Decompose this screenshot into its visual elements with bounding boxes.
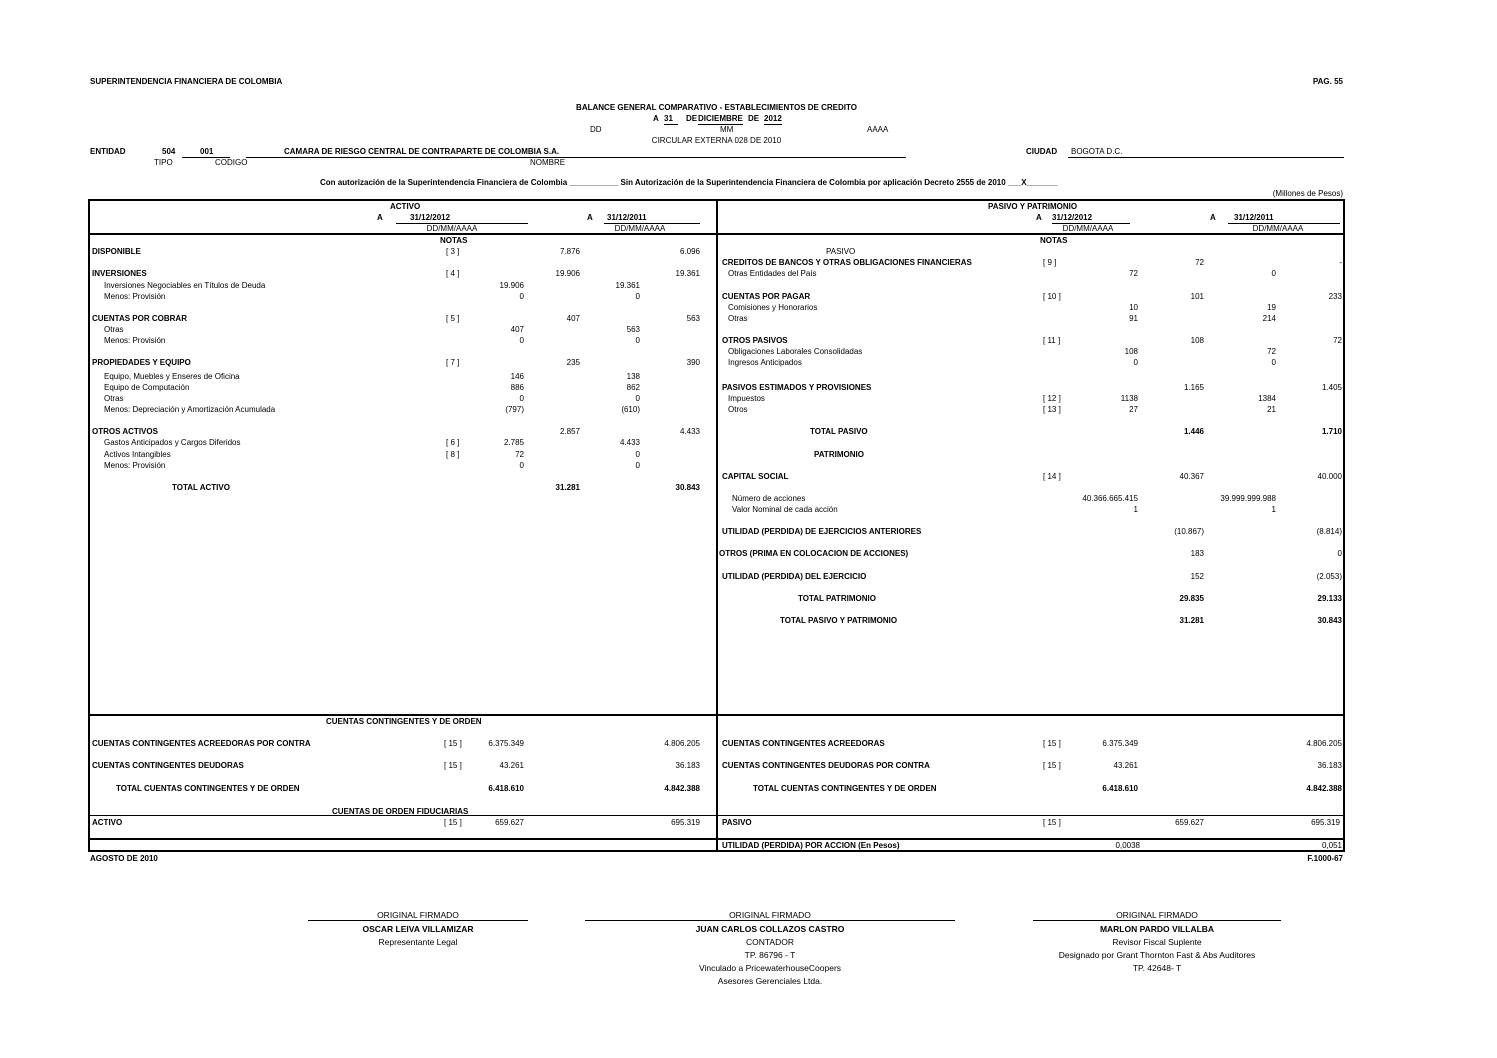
cont-right-label: CUENTAS CONTINGENTES ACREEDORAS bbox=[722, 739, 885, 748]
date-prefix: A bbox=[653, 114, 659, 123]
cont-right-v2: 36.183 bbox=[1317, 761, 1342, 770]
pasivo-row-total1: 72 bbox=[1195, 258, 1204, 267]
activo-row-label: Equipo, Muebles y Enseres de Oficina bbox=[104, 372, 240, 381]
cont-left-v1: 43.261 bbox=[499, 761, 524, 770]
signature-line: Vinculado a PricewaterhouseCoopers bbox=[698, 963, 842, 973]
pasivo-row-col2: 0 bbox=[1271, 269, 1276, 278]
activo-row-col1: 0 bbox=[519, 461, 524, 470]
cont-left-v2: 4.806.205 bbox=[664, 739, 700, 748]
contingentes-rule bbox=[88, 714, 1345, 716]
pasivo-row-col1: 1138 bbox=[1120, 394, 1138, 403]
activo-row-total1: 31.281 bbox=[555, 483, 580, 492]
pasivo-row-label: Comisiones y Honorarios bbox=[728, 303, 818, 312]
activo-row-total2: 4.433 bbox=[679, 427, 700, 436]
cont-right-nota: [ 15 ] bbox=[1043, 739, 1061, 748]
ciudad-value: BOGOTA D.C. bbox=[1068, 147, 1344, 158]
cont-left-nota: [ 15 ] bbox=[444, 761, 462, 770]
label-aaaa: AAAA bbox=[867, 125, 889, 134]
activo-row-col1: 146 bbox=[510, 372, 524, 381]
signature-role: Revisor Fiscal Suplente bbox=[1112, 937, 1202, 947]
activo-row-col2: 0 bbox=[635, 450, 640, 459]
activo-row-label: TOTAL ACTIVO bbox=[172, 483, 230, 492]
date-year: 2012 bbox=[764, 114, 782, 123]
activo-row-nota: [ 8 ] bbox=[446, 450, 460, 459]
units: (Millones de Pesos) bbox=[1272, 189, 1343, 198]
cont-right-v1: 6.375.349 bbox=[1102, 739, 1138, 748]
fid-pasivo-v2: 695.319 bbox=[1311, 818, 1340, 827]
pasivo-row-col1: 10 bbox=[1129, 303, 1138, 312]
activo-a2: A bbox=[587, 213, 593, 222]
activo-row-label: Otras bbox=[104, 325, 124, 334]
activo-row-label: Activos Intangibles bbox=[104, 450, 171, 459]
entidad-nombre: CAMARA DE RIESGO CENTRAL DE CONTRAPARTE DE COLOMBIA S.A. bbox=[246, 147, 906, 158]
pasivo-row-col2: 0 bbox=[1271, 358, 1276, 367]
pasivo-row-total2: 29.133 bbox=[1317, 594, 1342, 603]
pasivo-row-total1: 152 bbox=[1190, 572, 1204, 581]
pasivo-row-total1: 108 bbox=[1190, 336, 1204, 345]
pasivo-fmt2: DD/MM/AAAA bbox=[1252, 224, 1304, 233]
fid-activo-v1: 659.627 bbox=[495, 818, 524, 827]
pasivo-row-total2: 30.843 bbox=[1317, 616, 1342, 625]
activo-row-col2: 862 bbox=[626, 383, 640, 392]
pasivo-row-label: Ingresos Anticipados bbox=[728, 358, 802, 367]
entidad-label: ENTIDAD bbox=[90, 147, 126, 156]
pasivo-row-total1: 40.367 bbox=[1179, 472, 1204, 481]
page-number: PAG. 55 bbox=[1312, 77, 1343, 86]
pasivo-row-col1: 0 bbox=[1133, 358, 1138, 367]
signature-1 bbox=[308, 910, 528, 947]
pasivo-a2: A bbox=[1210, 213, 1216, 222]
pasivo-row-label: Número de acciones bbox=[732, 494, 806, 503]
activo-row-nota: [ 7 ] bbox=[446, 358, 460, 367]
signature-line: Asesores Gerenciales Ltda. bbox=[717, 976, 823, 986]
activo-row-col1: 72 bbox=[515, 450, 524, 459]
column-divider bbox=[716, 199, 718, 852]
pasivo-row-total1: 1.446 bbox=[1183, 427, 1204, 436]
activo-row-col2: (610) bbox=[621, 405, 640, 414]
activo-row-col1: 886 bbox=[510, 383, 524, 392]
pasivo-row-total1: 101 bbox=[1190, 292, 1204, 301]
activo-row-total2: 563 bbox=[686, 314, 700, 323]
pasivo-row-col2: 214 bbox=[1262, 314, 1276, 323]
activo-row-label: Menos: Depreciación y Amortización Acumulada bbox=[104, 405, 276, 414]
signature-status: ORIGINAL FIRMADO bbox=[308, 910, 528, 921]
pasivo-row-total2: 40.000 bbox=[1317, 472, 1342, 481]
label-tipo: TIPO bbox=[154, 158, 173, 167]
pasivo-row-nota: [ 10 ] bbox=[1043, 292, 1061, 301]
circular: CIRCULAR EXTERNA 028 DE 2010 bbox=[651, 136, 782, 145]
activo-row-label: Equipo de Computación bbox=[104, 383, 190, 392]
fid-pasivo-v1: 659.627 bbox=[1175, 818, 1204, 827]
activo-row-col2: 563 bbox=[626, 325, 640, 334]
fid-activo-label: ACTIVO bbox=[92, 818, 123, 827]
signature-name: MARLON PARDO VILLALBA bbox=[1099, 924, 1215, 934]
label-codigo: CODIGO bbox=[215, 158, 248, 167]
activo-row-label: Otras bbox=[104, 394, 124, 403]
activo-row-label: Gastos Anticipados y Cargos Diferidos bbox=[104, 438, 241, 447]
activo-row-col2: 138 bbox=[626, 372, 640, 381]
cont-left-nota: [ 15 ] bbox=[444, 739, 462, 748]
activo-row-label: Menos: Provisión bbox=[104, 292, 166, 301]
date-month: DICIEMBRE bbox=[698, 114, 743, 123]
utilidad-rule bbox=[88, 838, 1345, 840]
activo-row-label: OTROS ACTIVOS bbox=[92, 427, 158, 436]
pasivo-row-total1: 1.165 bbox=[1183, 383, 1204, 392]
pasivo-row-label: Valor Nominal de cada acción bbox=[732, 505, 838, 514]
pasivo-row-label: TOTAL PATRIMONIO bbox=[798, 594, 876, 603]
pasivo-row-label: Otras Entidades del País bbox=[728, 269, 817, 278]
cont-right-v2: 4.806.205 bbox=[1306, 739, 1342, 748]
activo-row-total2: 6.096 bbox=[679, 247, 700, 256]
ciudad-label: CIUDAD bbox=[1026, 147, 1058, 156]
fid-activo-nota: [ 15 ] bbox=[444, 818, 462, 827]
activo-row-label: Menos: Provisión bbox=[104, 336, 166, 345]
cont-left-v2: 36.183 bbox=[675, 761, 700, 770]
signature-status: ORIGINAL FIRMADO bbox=[585, 910, 955, 921]
activo-row-label: INVERSIONES bbox=[92, 269, 147, 278]
activo-row-label: DISPONIBLE bbox=[92, 247, 141, 256]
utilidad-accion-v2: 0,051 bbox=[1321, 841, 1342, 850]
activo-row-col2: 19.361 bbox=[615, 281, 640, 290]
activo-heading: ACTIVO bbox=[390, 202, 421, 211]
activo-row-label: CUENTAS POR COBRAR bbox=[92, 314, 187, 323]
pasivo-row-total2: 233 bbox=[1328, 292, 1342, 301]
activo-row-total2: 390 bbox=[686, 358, 700, 367]
activo-row-total2: 30.843 bbox=[675, 483, 700, 492]
activo-row-total1: 2.857 bbox=[559, 427, 580, 436]
signature-line: TP. 86796 - T bbox=[744, 950, 796, 960]
pasivo-row-label: Otras bbox=[728, 314, 748, 323]
pasivo-row-nota: [ 11 ] bbox=[1043, 336, 1061, 345]
activo-notas: NOTAS bbox=[440, 236, 468, 245]
pasivo-row-col2: 19 bbox=[1267, 303, 1276, 312]
signature-role: CONTADOR bbox=[745, 937, 794, 947]
pasivo-row-label: PASIVO bbox=[826, 247, 856, 256]
activo-fmt2: DD/MM/AAAA bbox=[614, 224, 666, 233]
label-mm: MM bbox=[720, 125, 734, 134]
pasivo-row-total2: 1.405 bbox=[1321, 383, 1342, 392]
date-day: 31 bbox=[664, 114, 678, 125]
activo-row-col2: 0 bbox=[635, 336, 640, 345]
report-title: BALANCE GENERAL COMPARATIVO - ESTABLECIMIENTOS DE CREDITO bbox=[576, 103, 857, 112]
pasivo-row-col2: 1384 bbox=[1258, 394, 1276, 403]
pasivo-row-col1: 108 bbox=[1124, 347, 1138, 356]
signature-3 bbox=[1033, 910, 1281, 973]
activo-row-nota: [ 3 ] bbox=[446, 247, 460, 256]
pasivo-row-label: PATRIMONIO bbox=[814, 450, 864, 459]
label-dd: DD bbox=[590, 125, 602, 134]
footer-right: F.1000-67 bbox=[1307, 854, 1343, 863]
fid-pasivo-nota: [ 15 ] bbox=[1043, 818, 1061, 827]
pasivo-row-total1: 183 bbox=[1190, 549, 1204, 558]
pasivo-row-col1: 91 bbox=[1129, 314, 1138, 323]
pasivo-row-nota: [ 9 ] bbox=[1043, 258, 1057, 267]
contingentes-heading: CUENTAS CONTINGENTES Y DE ORDEN bbox=[326, 717, 482, 726]
autorizacion: Con autorización de la Superintendencia Financiera de Colombia ___________ Sin Autorización de la Superintendencia Financiera de Colombia por aplicación Decreto 2555 de 2010 ___X_______ bbox=[320, 178, 1058, 187]
activo-row-col1: 2.785 bbox=[503, 438, 524, 447]
activo-row-col1: 19.906 bbox=[499, 281, 524, 290]
cont-right-v1: 6.418.610 bbox=[1102, 784, 1138, 793]
activo-row-label: Inversiones Negociables en Títulos de Deuda bbox=[104, 281, 266, 290]
pasivo-row-col1: 1 bbox=[1133, 505, 1138, 514]
entidad-tipo: 504 bbox=[162, 147, 176, 156]
pasivo-row-label: PASIVOS ESTIMADOS Y PROVISIONES bbox=[722, 383, 872, 392]
pasivo-row-label: CUENTAS POR PAGAR bbox=[722, 292, 811, 301]
utilidad-accion-label: UTILIDAD (PERDIDA) POR ACCION (En Pesos) bbox=[722, 841, 900, 850]
footer-left: AGOSTO DE 2010 bbox=[90, 854, 158, 863]
activo-row-col1: 0 bbox=[519, 394, 524, 403]
pasivo-row-col2: 1 bbox=[1271, 505, 1276, 514]
cont-left-label: CUENTAS CONTINGENTES ACREEDORAS POR CONTRA bbox=[92, 739, 311, 748]
signature-2 bbox=[585, 910, 955, 986]
label-nombre: NOMBRE bbox=[530, 158, 566, 167]
signature-status: ORIGINAL FIRMADO bbox=[1033, 910, 1281, 921]
org-name: SUPERINTENDENCIA FINANCIERA DE COLOMBIA bbox=[90, 77, 283, 86]
utilidad-accion-v1: 0,0038 bbox=[1115, 841, 1140, 850]
activo-row-total1: 19.906 bbox=[555, 269, 580, 278]
activo-row-col2: 0 bbox=[635, 292, 640, 301]
pasivo-row-label: OTROS PASIVOS bbox=[722, 336, 788, 345]
pasivo-row-nota: [ 14 ] bbox=[1043, 472, 1061, 481]
pasivo-row-total2: 0 bbox=[1337, 549, 1342, 558]
activo-row-nota: [ 5 ] bbox=[446, 314, 460, 323]
pasivo-a1: A bbox=[1036, 213, 1042, 222]
date-de2: DE bbox=[748, 114, 760, 123]
pasivo-row-label: TOTAL PASIVO bbox=[810, 427, 868, 436]
signature-name: OSCAR LEIVA VILLAMIZAR bbox=[362, 924, 474, 934]
pasivo-row-nota: [ 13 ] bbox=[1043, 405, 1061, 414]
activo-row-nota: [ 4 ] bbox=[446, 269, 460, 278]
pasivo-row-col1: 40.366.665.415 bbox=[1082, 494, 1138, 503]
pasivo-row-label: TOTAL PASIVO Y PATRIMONIO bbox=[780, 616, 898, 625]
pasivo-row-label: UTILIDAD (PERDIDA) DEL EJERCICIO bbox=[722, 572, 867, 581]
activo-row-total1: 407 bbox=[566, 314, 580, 323]
pasivo-row-label: CREDITOS DE BANCOS Y OTRAS OBLIGACIONES FINANCIERAS bbox=[722, 258, 972, 267]
cont-right-label: CUENTAS CONTINGENTES DEUDORAS POR CONTRA bbox=[722, 761, 930, 770]
cont-right-v2: 4.842.388 bbox=[1306, 784, 1342, 793]
pasivo-row-col2: 21 bbox=[1267, 405, 1276, 414]
pasivo-row-label: Impuestos bbox=[728, 394, 765, 403]
fiduciarias-heading: CUENTAS DE ORDEN FIDUCIARIAS bbox=[332, 807, 469, 816]
pasivo-row-total2: (2.053) bbox=[1316, 572, 1342, 581]
activo-row-nota: [ 6 ] bbox=[446, 438, 460, 447]
activo-row-col1: 0 bbox=[519, 292, 524, 301]
activo-row-total1: 7.876 bbox=[559, 247, 580, 256]
activo-row-label: Menos: Provisión bbox=[104, 461, 166, 470]
entidad-codigo: 001 bbox=[182, 147, 230, 158]
pasivo-row-total1: (10.867) bbox=[1174, 527, 1204, 536]
pasivo-row-label: CAPITAL SOCIAL bbox=[722, 472, 789, 481]
pasivo-row-col2: 72 bbox=[1267, 347, 1276, 356]
header-rule bbox=[88, 233, 1345, 235]
pasivo-row-nota: [ 12 ] bbox=[1043, 394, 1061, 403]
cont-left-v2: 4.842.388 bbox=[664, 784, 700, 793]
activo-row-col2: 4.433 bbox=[619, 438, 640, 447]
fiduciarias-rule bbox=[88, 815, 1345, 816]
activo-date1: 31/12/2012 bbox=[396, 213, 528, 224]
pasivo-row-total1: 29.835 bbox=[1179, 594, 1204, 603]
activo-row-total2: 19.361 bbox=[675, 269, 700, 278]
pasivo-row-col2: 39.999.999.988 bbox=[1220, 494, 1276, 503]
pasivo-fmt1: DD/MM/AAAA bbox=[1062, 224, 1114, 233]
cont-left-label: TOTAL CUENTAS CONTINGENTES Y DE ORDEN bbox=[116, 784, 300, 793]
pasivo-date1: 31/12/2012 bbox=[1052, 213, 1130, 224]
pasivo-row-total2: 72 bbox=[1333, 336, 1342, 345]
cont-left-v1: 6.375.349 bbox=[488, 739, 524, 748]
activo-row-total1: 235 bbox=[566, 358, 580, 367]
pasivo-row-label: Obligaciones Laborales Consolidadas bbox=[728, 347, 863, 356]
pasivo-row-label: Otros bbox=[728, 405, 748, 414]
pasivo-notas: NOTAS bbox=[1040, 236, 1068, 245]
signature-line: TP. 42648- T bbox=[1132, 963, 1182, 973]
cont-right-nota: [ 15 ] bbox=[1043, 761, 1061, 770]
cont-right-v1: 43.261 bbox=[1113, 761, 1138, 770]
signature-name: JUAN CARLOS COLLAZOS CASTRO bbox=[695, 924, 845, 934]
activo-row-col1: 407 bbox=[510, 325, 524, 334]
activo-row-col2: 0 bbox=[635, 461, 640, 470]
pasivo-heading: PASIVO Y PATRIMONIO bbox=[988, 202, 1078, 211]
activo-row-col1: (797) bbox=[505, 405, 524, 414]
fid-activo-v2: 695.319 bbox=[671, 818, 700, 827]
date-de1: DE bbox=[686, 114, 698, 123]
signature-line: Designado por Grant Thornton Fast & Abs Auditores bbox=[1058, 950, 1256, 960]
pasivo-row-col1: 72 bbox=[1129, 269, 1138, 278]
fid-pasivo-label: PASIVO bbox=[722, 818, 752, 827]
cont-left-v1: 6.418.610 bbox=[488, 784, 524, 793]
pasivo-row-label: UTILIDAD (PERDIDA) DE EJERCICIOS ANTERIORES bbox=[722, 527, 922, 536]
cont-left-label: CUENTAS CONTINGENTES DEUDORAS bbox=[92, 761, 244, 770]
activo-fmt1: DD/MM/AAAA bbox=[426, 224, 478, 233]
activo-date2: 31/12/2011 bbox=[604, 213, 700, 224]
pasivo-row-total2: - bbox=[1339, 258, 1342, 267]
pasivo-row-total1: 31.281 bbox=[1179, 616, 1204, 625]
pasivo-row-col1: 27 bbox=[1129, 405, 1138, 414]
pasivo-row-label: OTROS (PRIMA EN COLOCACION DE ACCIONES) bbox=[719, 549, 909, 558]
cont-right-label: TOTAL CUENTAS CONTINGENTES Y DE ORDEN bbox=[753, 784, 937, 793]
signature-role: Representante Legal bbox=[378, 937, 458, 947]
pasivo-row-total2: 1.710 bbox=[1321, 427, 1342, 436]
pasivo-row-total2: (8.814) bbox=[1316, 527, 1342, 536]
activo-row-col2: 0 bbox=[635, 394, 640, 403]
activo-row-col1: 0 bbox=[519, 336, 524, 345]
activo-a1: A bbox=[377, 213, 383, 222]
activo-row-label: PROPIEDADES Y EQUIPO bbox=[92, 358, 191, 367]
pasivo-date2: 31/12/2011 bbox=[1228, 213, 1340, 224]
